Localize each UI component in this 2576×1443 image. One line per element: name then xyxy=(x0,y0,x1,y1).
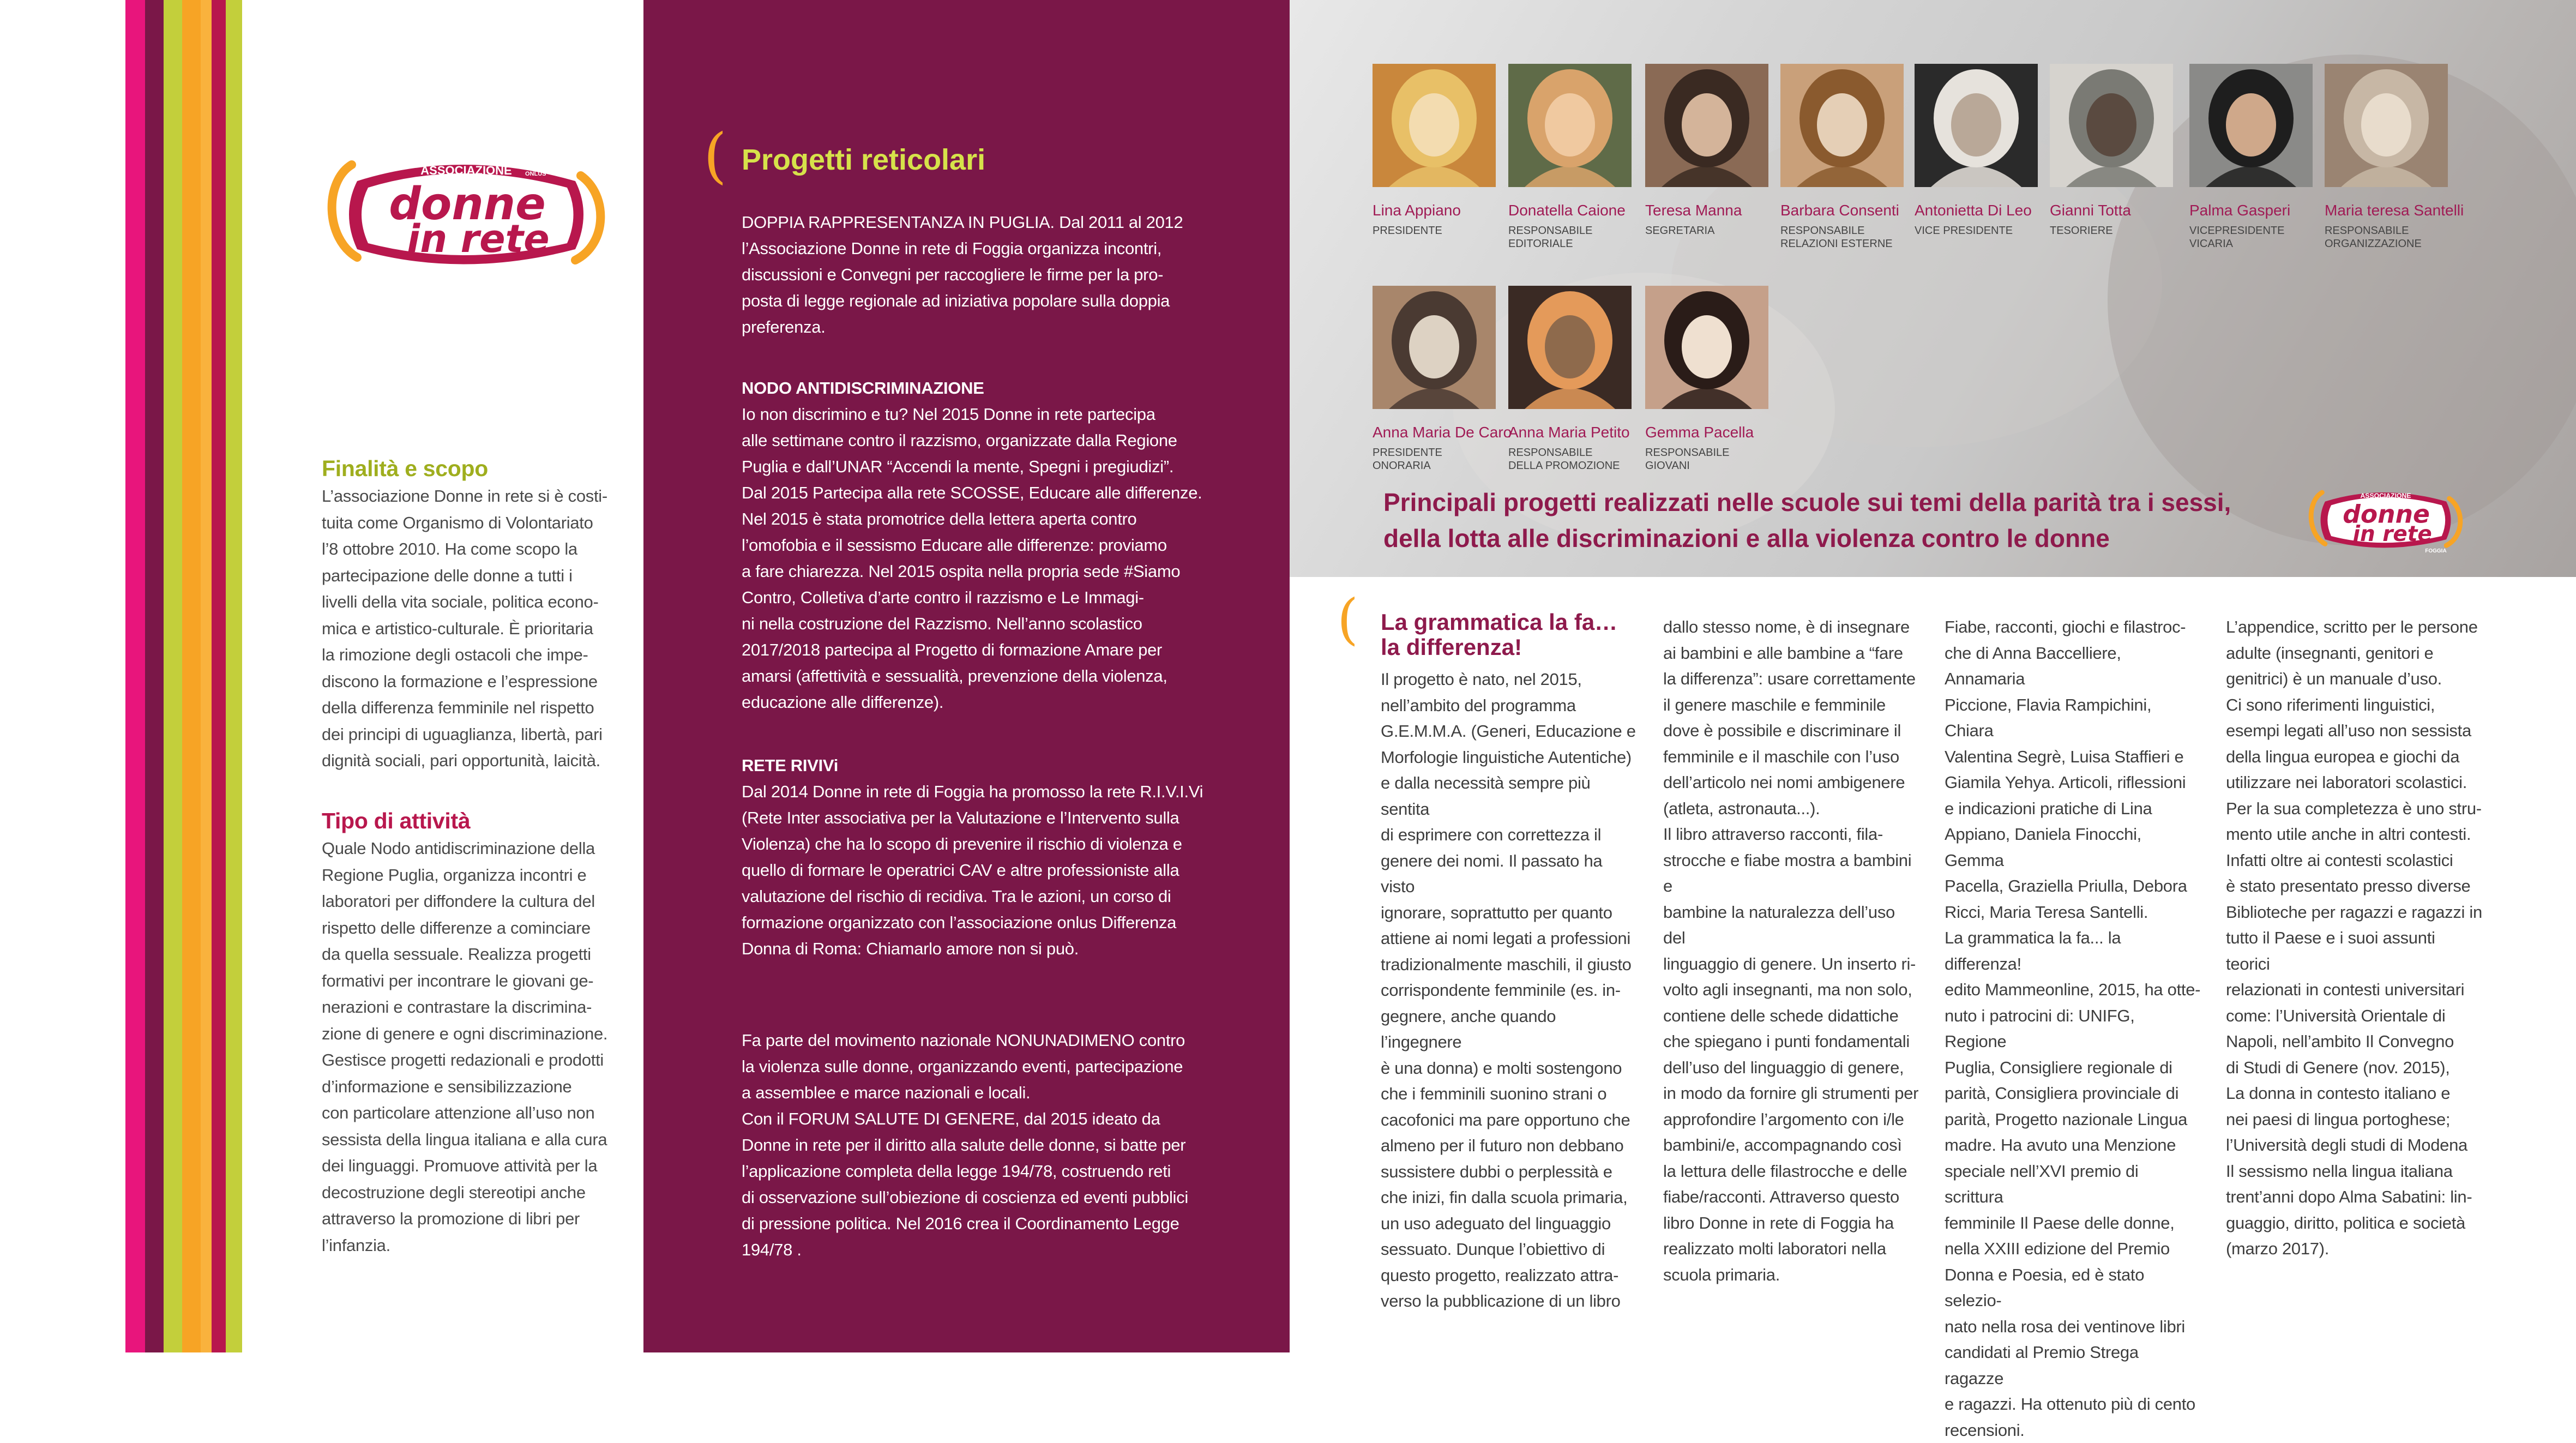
rivivi-body xyxy=(742,779,1273,962)
text-line: Il libro attraverso racconti, fila- xyxy=(1663,821,1919,847)
text-line: a fare chiarezza. Nel 2015 ospita nella propria sede #Siamo xyxy=(742,558,1273,585)
role-line: DELLA PROMOZIONE xyxy=(1508,459,1634,472)
text-line: a assemblee e marce nazionali e locali. xyxy=(742,1080,1273,1106)
text-line: Con il FORUM SALUTE DI GENERE, dal 2015 ideato da xyxy=(742,1106,1273,1132)
decorative-stripes xyxy=(125,0,242,1352)
text-line: l’Università degli studi di Modena xyxy=(2226,1132,2482,1158)
text-line: Biblioteche per ragazzi e ragazzi in xyxy=(2226,899,2482,925)
role-line: ONORARIA xyxy=(1373,459,1498,472)
text-line: alle settimane contro il razzismo, organizzate dalla Regione xyxy=(742,428,1273,454)
text-line: 194/78 . xyxy=(742,1237,1273,1263)
member-role xyxy=(1645,446,1771,472)
text-line: genitrici) è un manuale d’uso. xyxy=(2226,666,2482,692)
left-panel xyxy=(0,0,643,1352)
member-name: Anna Maria De Caro xyxy=(1373,424,1498,441)
text-line: genere dei nomi. Il passato ha visto xyxy=(1381,848,1637,900)
text-line: dei linguaggi. Promuove attività per la xyxy=(322,1153,616,1180)
text-line: da quella sessuale. Realizza progetti xyxy=(322,941,616,968)
member-name: Gianni Totta xyxy=(2050,202,2175,219)
text-line: dell’articolo nei nomi ambigenere xyxy=(1663,769,1919,796)
text-line: recensioni. xyxy=(1945,1417,2201,1443)
small-logo-association: ASSOCIAZIONE xyxy=(2360,492,2411,500)
text-line: tuita come Organismo di Volontariato xyxy=(322,510,616,537)
text-line: valutazione del rischio di recidiva. Tra le azioni, un corso di xyxy=(742,883,1273,910)
text-line: libro Donne in rete di Foggia ha xyxy=(1663,1210,1919,1236)
text-line: La donna in contesto italiano e xyxy=(2226,1080,2482,1107)
member-role xyxy=(1780,224,1906,250)
text-line: esempi legati all’uso non sessista xyxy=(2226,718,2482,744)
text-line: dignità sociali, pari opportunità, laicità. xyxy=(322,748,616,774)
team-member-card xyxy=(2189,64,2315,250)
text-line: e dalla necessità sempre più sentita xyxy=(1381,770,1637,822)
text-line: almeno per il futuro non debbano xyxy=(1381,1133,1637,1159)
member-role xyxy=(1915,224,2040,237)
team-member-card xyxy=(2325,64,2450,250)
text-line: sussistere dubbi o perplessità e xyxy=(1381,1159,1637,1185)
bracket-ornament: ( xyxy=(703,125,727,185)
text-line: che di Anna Baccelliere, Annamaria xyxy=(1945,640,2201,692)
member-name: Antonietta Di Leo xyxy=(1915,202,2040,219)
text-line: la lettura delle filastrocche e delle xyxy=(1663,1158,1919,1185)
text-line: Puglia e dall’UNAR “Accendi la mente, Spegni i pregiudizi”. xyxy=(742,454,1273,480)
text-line: (atleta, astronauta...). xyxy=(1663,796,1919,822)
text-line: cacofonici ma pare opportuno che xyxy=(1381,1107,1637,1133)
role-line: ORGANIZZAZIONE xyxy=(2325,237,2450,250)
text-line: dove è possibile e discriminare il xyxy=(1663,718,1919,744)
article-bracket: ( xyxy=(1337,592,1358,647)
progetti-title: Progetti reticolari xyxy=(742,143,985,177)
text-line: la differenza”: usare correttamente xyxy=(1663,666,1919,692)
text-line: Fiabe, racconti, giochi e filastroc- xyxy=(1945,614,2201,640)
role-line: PRESIDENTE xyxy=(1373,224,1498,237)
text-line: sessuato. Dunque l’obiettivo di xyxy=(1381,1236,1637,1262)
text-line: scuola primaria. xyxy=(1663,1262,1919,1288)
text-line: di Studi di Genere (nov. 2015), xyxy=(2226,1055,2482,1081)
text-line: d’informazione e sensibilizzazione xyxy=(322,1074,616,1101)
logo-onlus-text: ONLUS xyxy=(525,171,546,177)
text-line: Nel 2015 è stata promotrice della lettera aperta contro xyxy=(742,506,1273,532)
member-photo xyxy=(1373,286,1496,409)
team-member-card xyxy=(1508,64,1634,250)
team-member-card xyxy=(1780,64,1906,250)
text-line: Donna di Roma: Chiamarlo amore non si può. xyxy=(742,936,1273,962)
text-line: dell’uso del linguaggio di genere, xyxy=(1663,1055,1919,1081)
text-line: Morfologie linguistiche Autentiche) xyxy=(1381,744,1637,771)
stripe xyxy=(182,0,201,1352)
text-line: dei principi di uguaglianza, libertà, pari xyxy=(322,722,616,748)
text-line: contiene delle schede didattiche xyxy=(1663,1003,1919,1029)
text-line: questo progetto, realizzato attra- xyxy=(1381,1262,1637,1289)
text-line: mica e artistico-culturale. È prioritaria xyxy=(322,616,616,642)
text-line: che i femminili suonino strani o xyxy=(1381,1081,1637,1107)
logo-name-line1: donne xyxy=(389,178,545,230)
member-role xyxy=(1508,446,1634,472)
text-line: speciale nell’XVI premio di scrittura xyxy=(1945,1158,2201,1210)
small-logo-line2: in rete xyxy=(2353,522,2432,546)
text-line: nuto i patrocini di: UNIFG, Regione xyxy=(1945,1003,2201,1055)
role-line: GIOVANI xyxy=(1645,459,1771,472)
text-line: l’Associazione Donne in rete di Foggia organizza incontri, xyxy=(742,236,1273,262)
role-line: RESPONSABILE xyxy=(2325,224,2450,237)
member-name: Donatella Caione xyxy=(1508,202,1634,219)
text-line: DOPPIA RAPPRESENTANZA IN PUGLIA. Dal 2011 al 2012 xyxy=(742,209,1273,236)
small-logo-city: FOGGIA xyxy=(2425,548,2446,554)
text-line: fiabe/racconti. Attraverso questo xyxy=(1663,1184,1919,1210)
role-line: RESPONSABILE xyxy=(1780,224,1906,237)
stripe xyxy=(201,0,212,1352)
logo-association-text: ASSOCIAZIONE xyxy=(420,164,511,177)
text-line: un uso adeguato del linguaggio xyxy=(1381,1211,1637,1237)
member-role xyxy=(2325,224,2450,250)
text-line: la violenza sulle donne, organizzando eventi, partecipazione xyxy=(742,1054,1273,1080)
small-logo xyxy=(2304,479,2467,561)
middle-panel xyxy=(643,0,1290,1352)
article-title xyxy=(1381,610,1617,660)
text-line: Giamila Yehya. Articoli, riflessioni xyxy=(1945,769,2201,796)
small-logo-line1: donne xyxy=(2343,500,2430,529)
member-photo xyxy=(2189,64,2313,187)
text-line: e ragazzi. Ha ottenuto più di cento xyxy=(1945,1391,2201,1417)
finalita-section xyxy=(322,454,616,774)
logo-name-line2: in rete xyxy=(407,217,549,261)
member-role xyxy=(2189,224,2315,250)
tipo-section xyxy=(322,806,616,1259)
text-line: Contro, Colletiva d’arte contro il razzismo e Le Immagi- xyxy=(742,585,1273,611)
text-line: ai bambini e alle bambine a “fare xyxy=(1663,640,1919,666)
text-line: guaggio, diritto, politica e società xyxy=(2226,1210,2482,1236)
text-line: sessista della lingua italiana e alla cura xyxy=(322,1127,616,1153)
text-line: corrispondente femminile (es. in- xyxy=(1381,977,1637,1003)
text-line: nato nella rosa dei ventinove libri xyxy=(1945,1314,2201,1340)
stripe xyxy=(226,0,242,1352)
text-line: educazione alle differenze). xyxy=(742,689,1273,716)
text-line: Il sessismo nella lingua italiana xyxy=(2226,1158,2482,1185)
finalita-title: Finalità e scopo xyxy=(322,454,616,483)
text-line: Regione Puglia, organizza incontri e xyxy=(322,862,616,889)
member-name: Lina Appiano xyxy=(1373,202,1498,219)
member-photo xyxy=(2325,64,2448,187)
article-title-line2: la differenza! xyxy=(1381,635,1617,660)
text-line: Per la sua completezza è uno stru- xyxy=(2226,796,2482,822)
text-line: G.E.M.M.A. (Generi, Educazione e xyxy=(1381,718,1637,744)
role-line: RESPONSABILE xyxy=(1508,224,1634,237)
article-title-line1: La grammatica la fa… xyxy=(1381,610,1617,635)
member-name: Gemma Pacella xyxy=(1645,424,1771,441)
role-line: VICEPRESIDENTE xyxy=(2189,224,2315,237)
team-panel xyxy=(1290,0,2576,577)
team-member-card xyxy=(1373,64,1498,237)
text-line: laboratori per diffondere la cultura del xyxy=(322,888,616,915)
text-line: ignorare, soprattutto per quanto xyxy=(1381,900,1637,926)
rivivi-title: RETE RIVIVi xyxy=(742,753,1273,779)
text-line: Puglia, Consigliere regionale di xyxy=(1945,1055,2201,1081)
text-line: nei paesi di lingua portoghese; xyxy=(2226,1107,2482,1133)
text-line: come: l’Università Orientale di xyxy=(2226,1003,2482,1029)
team-member-card xyxy=(1915,64,2040,237)
text-line: della lingua europea e giochi da xyxy=(2226,744,2482,770)
role-line: EDITORIALE xyxy=(1508,237,1634,250)
text-line: trent’anni dopo Alma Sabatini: lin- xyxy=(2226,1184,2482,1210)
text-line: partecipazione delle donne a tutti i xyxy=(322,563,616,590)
text-line: formazione organizzato con l’associazione onlus Differenza xyxy=(742,910,1273,936)
association-logo xyxy=(319,143,613,285)
text-line: amarsi (affettività e sessualità, prevenzione della violenza, xyxy=(742,663,1273,689)
member-photo xyxy=(1645,286,1768,409)
nodo-section xyxy=(742,375,1273,716)
text-line: realizzato molti laboratori nella xyxy=(1663,1236,1919,1262)
text-line: mento utile anche in altri contesti. xyxy=(2226,821,2482,847)
text-line: utilizzare nei laboratori scolastici. xyxy=(2226,769,2482,796)
text-line: Napoli, nell’ambito Il Convegno xyxy=(2226,1029,2482,1055)
member-name: Maria teresa Santelli xyxy=(2325,202,2450,219)
text-line: discussioni e Convegni per raccogliere le firme per la pro- xyxy=(742,262,1273,288)
text-line: l’applicazione completa della legge 194/78, costruendo reti xyxy=(742,1158,1273,1185)
text-line: Valentina Segrè, Luisa Staffieri e xyxy=(1945,744,2201,770)
text-line: tradizionalmente maschili, il giusto xyxy=(1381,952,1637,978)
text-line: attraverso la promozione di libri per xyxy=(322,1206,616,1232)
text-line: l’infanzia. xyxy=(322,1232,616,1259)
member-photo xyxy=(1373,64,1496,187)
text-line: femminile e il maschile con l’uso xyxy=(1663,744,1919,770)
text-line: ni nella costruzione del Razzismo. Nell’anno scolastico xyxy=(742,611,1273,637)
headline-line-2: della lotta alle discriminazioni e alla violenza contro le donne xyxy=(1383,520,2310,556)
member-photo xyxy=(1508,286,1632,409)
nodo-title: NODO ANTIDISCRIMINAZIONE xyxy=(742,375,1273,401)
text-line: bambini/e, accompagnando così xyxy=(1663,1132,1919,1158)
text-line: Piccione, Flavia Rampichini, Chiara xyxy=(1945,692,2201,744)
member-photo xyxy=(1645,64,1768,187)
text-line: attiene ai nomi legati a professioni xyxy=(1381,925,1637,952)
text-line: relazionati in contesti universitari xyxy=(2226,977,2482,1003)
article-column-4 xyxy=(2226,614,2482,1262)
member-name: Anna Maria Petito xyxy=(1508,424,1634,441)
text-line: L’associazione Donne in rete si è costi- xyxy=(322,483,616,510)
text-line: Violenza) che ha lo scopo di prevenire il rischio di violenza e xyxy=(742,831,1273,857)
tipo-title: Tipo di attività xyxy=(322,806,616,835)
text-line: Il progetto è nato, nel 2015, xyxy=(1381,666,1637,693)
text-line: l’omofobia e il sessismo Educare alle differenze: proviamo xyxy=(742,532,1273,558)
member-role xyxy=(2050,224,2175,237)
text-line: l’8 ottobre 2010. Ha come scopo la xyxy=(322,536,616,563)
stripe xyxy=(125,0,145,1352)
text-line: parità, Consigliera provinciale di xyxy=(1945,1080,2201,1107)
text-line: La grammatica la fa... la differenza! xyxy=(1945,925,2201,977)
text-line: di osservazione sull’obiezione di coscienza ed eventi pubblici xyxy=(742,1185,1273,1211)
team-member-card xyxy=(1645,64,1771,237)
text-line: nella XXIII edizione del Premio xyxy=(1945,1236,2201,1262)
text-line: livelli della vita sociale, politica econo- xyxy=(322,589,616,616)
text-line: Fa parte del movimento nazionale NONUNADIMENO contro xyxy=(742,1027,1273,1054)
text-line: Appiano, Daniela Finocchi, Gemma xyxy=(1945,821,2201,873)
text-line: della differenza femminile nel rispetto xyxy=(322,695,616,722)
text-line: (marzo 2017). xyxy=(2226,1236,2482,1262)
rivivi-section xyxy=(742,753,1273,962)
role-line: TESORIERE xyxy=(2050,224,2175,237)
text-line: volto agli insegnanti, ma non solo, xyxy=(1663,977,1919,1003)
text-line: tutto il Paese e i suoi assunti teorici xyxy=(2226,925,2482,977)
nodo-body xyxy=(742,401,1273,716)
member-name: Palma Gasperi xyxy=(2189,202,2315,219)
text-line: gegnere, anche quando l’ingegnere xyxy=(1381,1003,1637,1055)
text-line: linguaggio di genere. Un inserto ri- xyxy=(1663,951,1919,977)
text-line: strocche e fiabe mostra a bambini e xyxy=(1663,847,1919,899)
text-line: Quale Nodo antidiscriminazione della xyxy=(322,835,616,862)
text-line: 2017/2018 partecipa al Progetto di formazione Amare per xyxy=(742,637,1273,663)
text-line: dallo stesso nome, è di insegnare xyxy=(1663,614,1919,640)
text-line: Gestisce progetti redazionali e prodotti xyxy=(322,1047,616,1074)
text-line: in modo da fornire gli strumenti per xyxy=(1663,1080,1919,1107)
text-line: edito Mammeonline, 2015, ha otte- xyxy=(1945,977,2201,1003)
text-line: è stato presentato presso diverse xyxy=(2226,873,2482,899)
text-line: adulte (insegnanti, genitori e xyxy=(2226,640,2482,666)
text-line: nell’ambito del programma xyxy=(1381,693,1637,719)
team-member-card xyxy=(1373,286,1498,472)
member-name: Teresa Manna xyxy=(1645,202,1771,219)
text-line: Infatti oltre ai contesti scolastici xyxy=(2226,847,2482,874)
role-line: PRESIDENTE xyxy=(1373,446,1498,459)
member-photo xyxy=(1780,64,1904,187)
text-line: che inizi, fin dalla scuola primaria, xyxy=(1381,1185,1637,1211)
article-column-2 xyxy=(1663,614,1919,1288)
team-member-card xyxy=(1508,286,1634,472)
stripe xyxy=(145,0,164,1352)
member-role xyxy=(1373,446,1498,472)
tipo-body xyxy=(322,835,616,1259)
role-line: SEGRETARIA xyxy=(1645,224,1771,237)
role-line: RESPONSABILE xyxy=(1645,446,1771,459)
member-photo xyxy=(1508,64,1632,187)
member-role xyxy=(1645,224,1771,237)
text-line: con particolare attenzione all’uso non xyxy=(322,1100,616,1127)
text-line: rispetto delle differenze a cominciare xyxy=(322,915,616,942)
text-line: decostruzione degli stereotipi anche xyxy=(322,1180,616,1206)
text-line: Pacella, Graziella Priulla, Debora xyxy=(1945,873,2201,899)
intro-text xyxy=(742,209,1273,340)
text-line: discono la formazione e l’espressione xyxy=(322,669,616,695)
text-line: parità, Progetto nazionale Lingua xyxy=(1945,1107,2201,1133)
role-line: VICARIA xyxy=(2189,237,2315,250)
text-line: L’appendice, scritto per le persone xyxy=(2226,614,2482,640)
text-line: è una donna) e molti sostengono xyxy=(1381,1055,1637,1081)
text-line: verso la pubblicazione di un libro xyxy=(1381,1288,1637,1314)
text-line: la rimozione degli ostacoli che impe- xyxy=(322,642,616,669)
text-line: di pressione politica. Nel 2016 crea il Coordinamento Legge xyxy=(742,1211,1273,1237)
team-member-card xyxy=(2050,64,2175,237)
text-line: zione di genere e ogni discriminazione. xyxy=(322,1021,616,1048)
member-photo xyxy=(2050,64,2173,187)
headline-line-1: Principali progetti realizzati nelle scuole sui temi della parità tra i sessi, xyxy=(1383,484,2310,520)
text-line: Io non discrimino e tu? Nel 2015 Donne in rete partecipa xyxy=(742,401,1273,428)
text-line: Ci sono riferimenti linguistici, xyxy=(2226,692,2482,718)
member-role xyxy=(1373,224,1498,237)
article-column-1 xyxy=(1381,666,1637,1314)
text-line: femminile Il Paese delle donne, xyxy=(1945,1210,2201,1236)
text-line: preferenza. xyxy=(742,314,1273,340)
text-line: quello di formare le operatrici CAV e altre professioniste alla xyxy=(742,857,1273,883)
movimento-text xyxy=(742,1027,1273,1263)
text-line: Dal 2015 Partecipa alla rete SCOSSE, Educare alle differenze. xyxy=(742,480,1273,506)
logo-city-text: FOGGIA xyxy=(537,264,576,275)
text-line: bambine la naturalezza dell’uso del xyxy=(1663,899,1919,951)
member-name: Barbara Consenti xyxy=(1780,202,1906,219)
text-line: formativi per incontrare le giovani ge- xyxy=(322,968,616,995)
text-line: Donne in rete per il diritto alla salute delle donne, si batte per xyxy=(742,1132,1273,1158)
team-member-card xyxy=(1645,286,1771,472)
text-line: che spiegano i punti fondamentali xyxy=(1663,1029,1919,1055)
stripe xyxy=(164,0,182,1352)
projects-headline xyxy=(1383,484,2310,556)
text-line: Dal 2014 Donne in rete di Foggia ha promosso la rete R.I.V.I.Vi xyxy=(742,779,1273,805)
text-line: approfondire l’argomento con i/le xyxy=(1663,1107,1919,1133)
text-line: candidati al Premio Strega ragazze xyxy=(1945,1339,2201,1391)
text-line: posta di legge regionale ad iniziativa popolare sulla doppia xyxy=(742,288,1273,314)
text-line: (Rete Inter associativa per la Valutazione e l’Intervento sulla xyxy=(742,805,1273,831)
text-line: di esprimere con correttezza il xyxy=(1381,822,1637,848)
role-line: RELAZIONI ESTERNE xyxy=(1780,237,1906,250)
role-line: VICE PRESIDENTE xyxy=(1915,224,2040,237)
text-line: il genere maschile e femminile xyxy=(1663,692,1919,718)
role-line: RESPONSABILE xyxy=(1508,446,1634,459)
stripe xyxy=(212,0,226,1352)
text-line: madre. Ha avuto una Menzione xyxy=(1945,1132,2201,1158)
member-photo xyxy=(1915,64,2038,187)
article-column-3 xyxy=(1945,614,2201,1443)
text-line: Ricci, Maria Teresa Santelli. xyxy=(1945,899,2201,925)
member-role xyxy=(1508,224,1634,250)
finalita-body xyxy=(322,483,616,774)
text-line: nerazioni e contrastare la discrimina- xyxy=(322,994,616,1021)
text-line: e indicazioni pratiche di Lina xyxy=(1945,796,2201,822)
text-line: Donna e Poesia, ed è stato selezio- xyxy=(1945,1262,2201,1314)
